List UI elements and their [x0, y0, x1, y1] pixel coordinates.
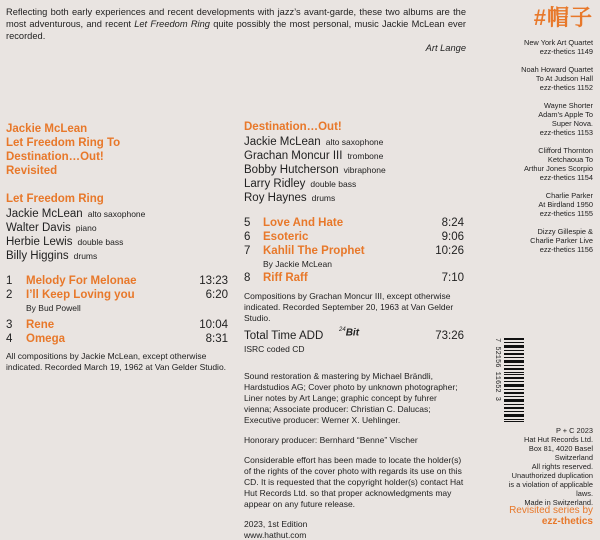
dest-tracklist — [244, 217, 464, 286]
track-title: Esoteric — [263, 231, 309, 243]
album-title-line: Destination…Out! — [6, 151, 104, 163]
track-duration: 7:10 — [441, 272, 464, 284]
copyright-effort: Considerable effort has been made to locate the holder(s) of the rights of the cover photo with regards its use on this CD. It is requested that the copyright holder(s) contact Hat Hut Records Ltd. so that proper acknowledgments may appear on any future release. — [244, 455, 464, 509]
catalog-list — [493, 38, 593, 254]
track-row: 8 Riff Raff 7:10 — [244, 272, 464, 284]
legal-block: P + C 2023 Hat Hut Records Ltd. Box 81, 4020 Basel Switzerland All rights reserved. Unauthorized duplication is a violation of applicable laws. Made in Switzerland. — [508, 426, 593, 507]
personnel-item: Walter Davis piano — [6, 222, 97, 234]
track-credit: By Bud Powell — [26, 303, 81, 313]
personnel-item: Herbie Lewis double bass — [6, 236, 124, 248]
lfr-personnel — [6, 207, 228, 263]
track-row: 6 Esoteric 9:06 — [244, 231, 464, 243]
track-title: Love And Hate — [263, 217, 344, 229]
lfr-title: Let Freedom Ring — [6, 193, 104, 205]
lfr-tracklist — [6, 275, 228, 347]
track-row: 3 Rene 10:04 — [6, 319, 228, 331]
intro-italic-title: Let Freedom Ring — [134, 19, 210, 29]
production-credits: Sound restoration & mastering by Michael Brändli, Hardstudios AG; Cover photo by unknown photographer; Liner notes by Art Lange; graphic concept by fuhrer vienna; Associate producer: Christian C. Dalucas; Executive producer: Werner X. Uehlinger. — [244, 371, 458, 425]
track-title: Omega — [26, 333, 65, 345]
intro-text-1: Reflecting both early experiences and recent developments with jazz’s avant-garde, these two albums are the most adventurous, and recent — [6, 7, 466, 29]
personnel-item: Roy Haynes drums — [244, 192, 336, 204]
track-duration: 8:24 — [441, 217, 464, 229]
catalog-item: Noah Howard Quartet To At Judson Hall ezz-thetics 1152 — [521, 65, 593, 92]
track-duration: 13:23 — [199, 275, 228, 287]
lfr-notes: All compositions by Jackie McLean, except otherwise indicated. Recorded March 19, 1962 at Van Gelder Studio. — [6, 351, 227, 372]
track-title: Melody For Melonae — [26, 275, 137, 287]
track-row: 4 Omega 8:31 — [6, 333, 228, 345]
catalog-item: New York Art Quartet ezz-thetics 1149 — [523, 38, 593, 56]
personnel-item: Larry Ridley double bass — [244, 178, 357, 190]
right-column — [493, 6, 593, 263]
track-row: 1 Melody For Melonae 13:23 — [6, 275, 228, 287]
dest-personnel — [244, 135, 464, 205]
series-label: Revisited series by ezz-thetics — [509, 505, 593, 527]
intro-paragraph — [6, 6, 466, 54]
isrc-text: ISRC coded CD — [244, 344, 305, 354]
album-title-line: Jackie McLean — [6, 123, 88, 135]
track-duration: 6:20 — [205, 289, 228, 301]
intro-author: Art Lange — [425, 43, 466, 53]
track-duration: 10:04 — [199, 319, 228, 331]
track-title: Riff Raff — [263, 272, 308, 284]
album-title-line: Let Freedom Ring To — [6, 137, 121, 149]
track-credit: By Jackie McLean — [263, 259, 332, 269]
edition: 2023, 1st Edition — [244, 519, 308, 529]
total-time-label: Total Time ADD — [244, 330, 324, 342]
catalog-item: Wayne Shorter Adam’s Apple To Super Nova. ezz-thetics 1153 — [538, 101, 593, 137]
catalog-item: Charlie Parker At Birdland 1950 ezz-thetics 1155 — [538, 191, 593, 218]
track-title: Kahlil The Prophet — [263, 245, 365, 257]
lfr-section — [6, 193, 228, 373]
track-duration: 10:26 — [435, 245, 464, 257]
track-title: Rene — [26, 319, 55, 331]
personnel-item: Jackie McLean alto saxophone — [6, 208, 146, 220]
dest-title: Destination…Out! — [244, 121, 342, 133]
personnel-item: Billy Higgins drums — [6, 250, 98, 262]
barcode — [504, 338, 524, 422]
catalog-item: Dizzy Gillespie & Charlie Parker Live ezz-thetics 1156 — [530, 227, 593, 254]
track-duration: 9:06 — [441, 231, 464, 243]
track-row: 7 Kahlil The Prophet 10:26 — [244, 245, 464, 257]
track-title: I’ll Keep Loving you — [26, 289, 135, 301]
honorary-producer: Honorary producer: Bernhard “Benne” Vischer — [244, 435, 418, 445]
personnel-item: Grachan Moncur III trombone — [244, 150, 384, 162]
catalog-item: Clifford Thornton Ketchaoua To Arthur Jones Scorpio ezz-thetics 1154 — [523, 146, 593, 182]
intro-text-2: quite possibly the most personal, music Jackie McLean ever recorded. — [6, 19, 466, 41]
personnel-item: Bobby Hutcherson vibraphone — [244, 164, 386, 176]
24bit-logo: $^{24}$Bit — [339, 327, 360, 339]
track-row: 2 I’ll Keep Loving you 6:20 — [6, 289, 228, 301]
dest-section — [244, 121, 464, 540]
album-title-line: Revisited — [6, 165, 58, 177]
personnel-item: Jackie McLean alto saxophone — [244, 136, 384, 148]
album-title — [6, 122, 120, 178]
track-duration: 8:31 — [205, 333, 228, 345]
website: www.hathut.com — [244, 530, 307, 540]
track-row: 5 Love And Hate 8:24 — [244, 217, 464, 229]
total-time-value: 73:26 — [435, 330, 464, 342]
dest-notes: Compositions by Grachan Moncur III, except otherwise indicated. Recorded September 20, 1963 at Van Gelder Studio. — [244, 291, 454, 323]
total-time-row — [244, 327, 464, 344]
ezz-thetics-logo: #帽子 — [533, 5, 593, 30]
